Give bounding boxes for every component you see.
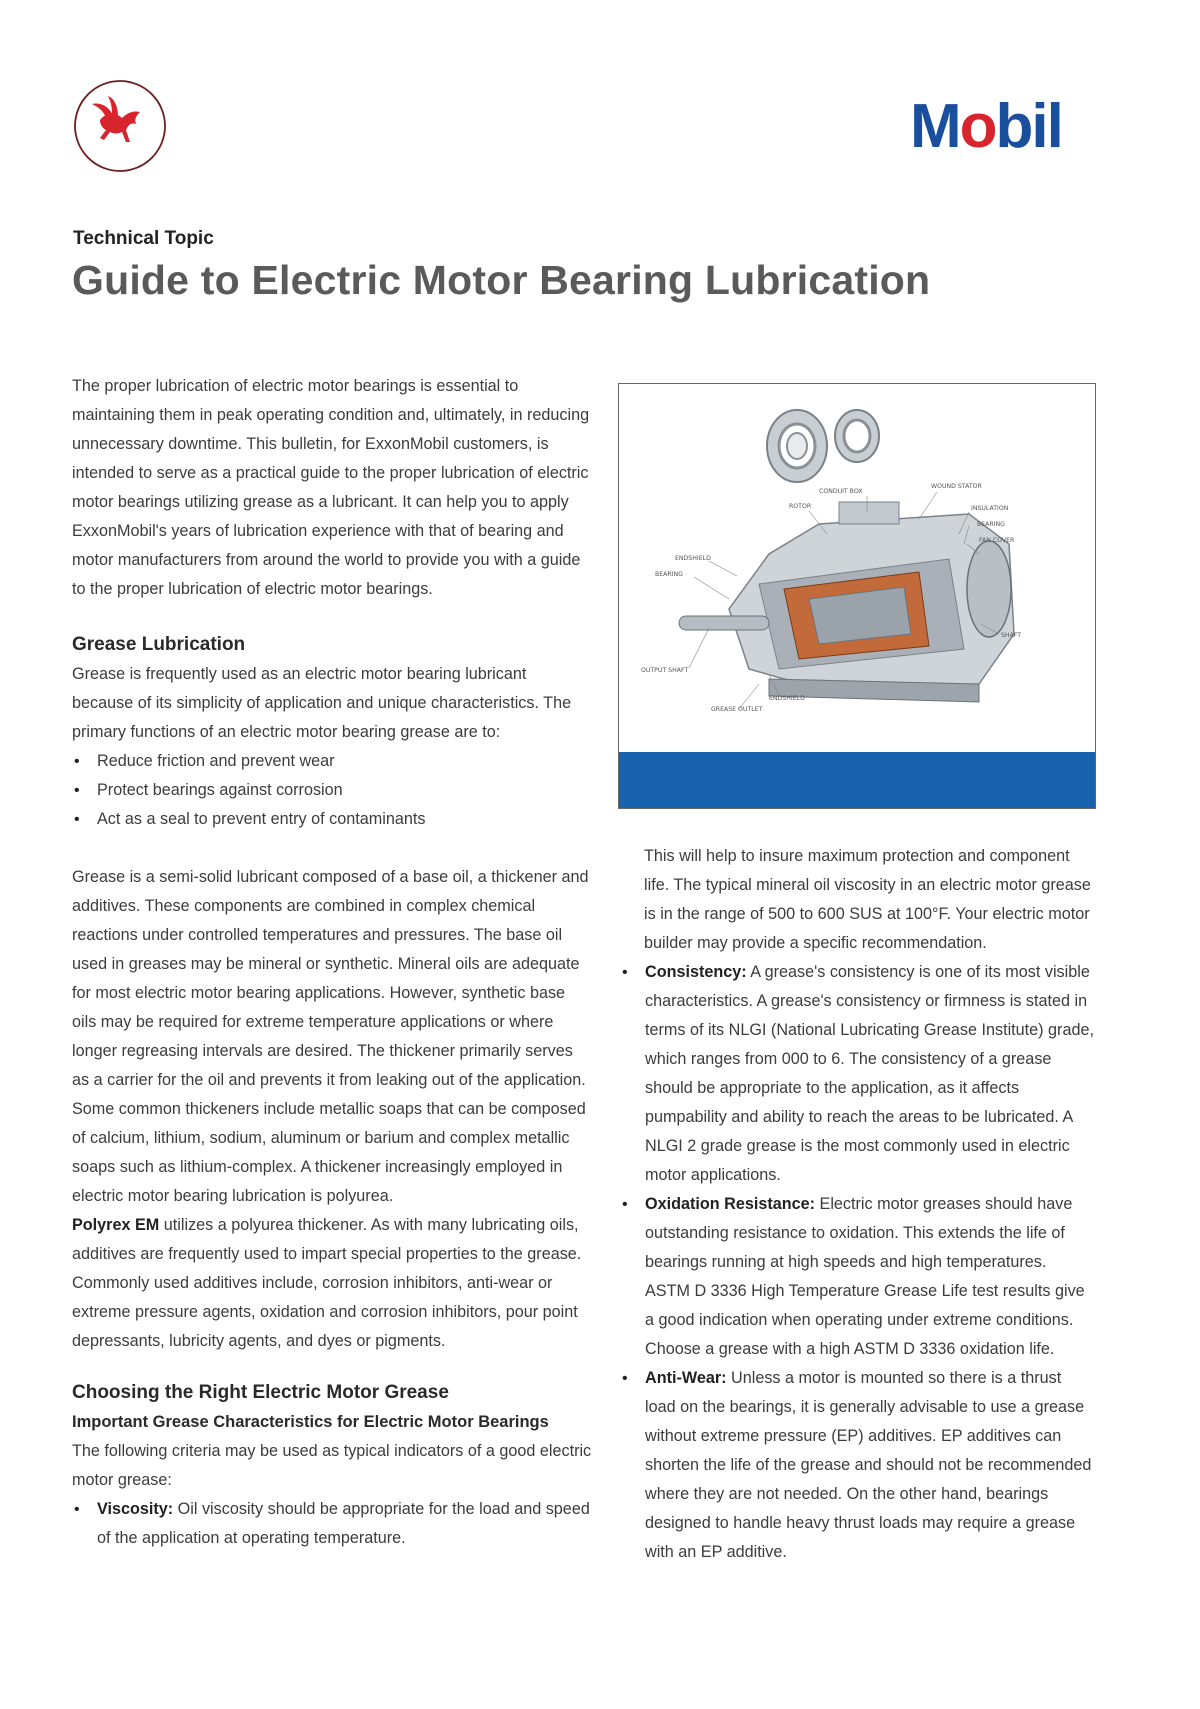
brand-o: o — [959, 92, 996, 161]
left-column — [72, 372, 592, 1553]
antiwear-item — [620, 1364, 1094, 1567]
label-fan-cover: FAN COVER — [979, 537, 1015, 544]
kicker: Technical Topic — [73, 228, 214, 249]
label-wound-stator: WOUND STATOR — [931, 483, 982, 490]
list-item: • Reduce friction and prevent wear — [72, 747, 592, 776]
choosing-heading: Choosing the Right Electric Motor Grease — [72, 1382, 449, 1403]
right-column — [644, 842, 1094, 1567]
page-title: Guide to Electric Motor Bearing Lubrication — [72, 257, 931, 303]
antiwear-text: Unless a motor is mounted so there is a thrust load on the bearings, it is generally advisable to use a grease without extreme pressure (EP) additives. EP additives can shorten the life of the grease and should not be recommended where they are not needed. On the other hand, bearings designed to handle heavy thrust loads may require a grease with an EP additive. — [645, 1369, 1092, 1561]
viscosity-continued: This will help to insure maximum protection and component life. The typical mineral oil viscosity in an electric motor grease is in the range of 500 to 600 SUS at 100°F. Your electric motor builder may provide a specific recommendation. — [644, 847, 1091, 952]
label-bearing-top: BEARING — [977, 521, 1005, 528]
list-item: • Protect bearings against corrosion — [72, 776, 592, 805]
polyrex-text: utilizes a polyurea thickener. As with many lubricating oils, additives are frequently used to impart special properties to the grease. Commonly used additives include, corrosion inhibitors, anti-wear or extreme pressure agents, oxidation and corrosion inhibitors, pour point depressants, lubricity agents, and dyes or pigments. — [72, 1216, 582, 1350]
grease-lubrication-para: Grease is frequently used as an electric motor bearing lubricant because of its simplicity of application and unique characteristics. The primary functions of an electric motor bearing grease are to: — [72, 665, 572, 741]
characteristics-subheading: Important Grease Characteristics for Electric Motor Bearings — [72, 1413, 549, 1431]
grease-lubrication-heading: Grease Lubrication — [72, 634, 246, 655]
motor-body — [679, 502, 1014, 702]
brand-rest: bil — [995, 92, 1062, 161]
viscosity-text: Oil viscosity should be appropriate for the load and speed of the application at operating temperature. — [97, 1500, 590, 1547]
viscosity-label: Viscosity: — [97, 1500, 174, 1518]
list-item: • Act as a seal to prevent entry of contaminants — [72, 805, 592, 834]
bearing-illustration — [767, 410, 879, 482]
antiwear-label: Anti-Wear: — [645, 1369, 727, 1387]
label-grease-outlet: GREASE OUTLET — [711, 706, 763, 713]
intro-paragraph: The proper lubrication of electric motor bearings is essential to maintaining them in peak operating condition and, ultimately, in reducing unnecessary downtime. This bulletin, for ExxonMobil customers, is intended to serve as a practical guide to the proper lubrication of electric motor bearings utilizing grease as a lubricant. It can help you to apply ExxonMobil's years of lubrication experience with that of bearing and motor manufacturers from around the world to provide you with a guide to the proper lubrication of electric motor bearings. — [72, 377, 590, 598]
polyrex-para — [72, 1211, 592, 1356]
label-endshield-left: ENDSHIELD — [675, 555, 711, 562]
consistency-item — [620, 958, 1094, 1190]
grease-composition-para: Grease is a semi-solid lubricant composed of a base oil, a thickener and additives. These components are combined in complex chemical reactions under controlled temperatures and pressures. The base oil used in greases may be mineral or synthetic. Mineral oils are adequate for most electric motor bearing applications. However, synthetic base oils may be required for extreme temperature applications or where longer regreasing intervals are desired. The thickener primarily serves as a carrier for the oil and prevents it from leaking out of the application. Some common thickeners include metallic soaps that can be composed of calcium, lithium, sodium, aluminum or barium and complex metallic soaps such as lithium-complex. A thickener increasingly employed in electric motor bearing lubrication is polyurea. — [72, 868, 589, 1205]
brand-m: M — [910, 92, 960, 161]
label-rotor: ROTOR — [789, 503, 812, 510]
label-shaft: SHAFT — [1001, 632, 1022, 639]
consistency-label: Consistency: — [645, 963, 747, 981]
label-output-shaft: OUTPUT SHAFT — [641, 667, 689, 674]
oxidation-text: Electric motor greases should have outstanding resistance to oxidation. This extends the life of bearings running at high speeds and high temperatures. ASTM D 3336 High Temperature Grease Life test results give a good indication when operating under extreme conditions. Choose a grease with a high ASTM D 3336 oxidation life. — [645, 1195, 1085, 1358]
criteria-list — [72, 1495, 592, 1553]
functions-list — [72, 747, 592, 834]
label-endshield-bottom: ENDSHIELD — [769, 695, 805, 702]
figure-caption-bar — [619, 752, 1095, 808]
viscosity-item — [72, 1495, 592, 1553]
oxidation-item — [620, 1190, 1094, 1364]
label-bearing-left: BEARING — [655, 571, 683, 578]
label-insulation: INSULATION — [971, 505, 1009, 512]
label-conduit-box: CONDUIT BOX — [819, 488, 863, 495]
polyrex-label: Polyrex EM — [72, 1216, 160, 1234]
characteristics-list — [620, 958, 1094, 1567]
pegasus-logo — [70, 76, 170, 176]
motor-illustration — [619, 384, 1095, 752]
criteria-para: The following criteria may be used as typical indicators of a good electric motor grease: — [72, 1442, 592, 1489]
pegasus-icon — [70, 76, 170, 176]
oxidation-label: Oxidation Resistance: — [645, 1195, 816, 1213]
consistency-text: A grease's consistency is one of its most visible characteristics. A grease's consistency or firmness is stated in terms of its NLGI (National Lubricating Grease Institute) grade, which ranges from 000 to 6. The consistency of a grease should be appropriate to the application, as it affects pumpability and ability to reach the areas to be lubricated. A NLGI 2 grade grease is the most commonly used in electric motor applications. — [645, 963, 1094, 1184]
motor-cutaway-figure — [618, 383, 1096, 809]
mobil-logo — [910, 92, 1094, 162]
